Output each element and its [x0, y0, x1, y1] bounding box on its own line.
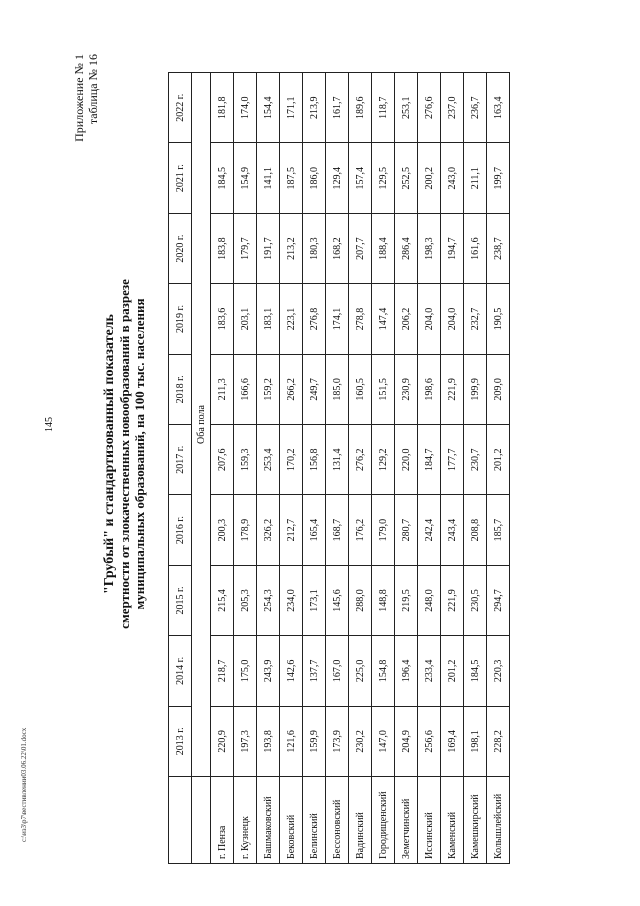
table-row	[349, 73, 372, 864]
district-name: Башмаковский	[257, 777, 280, 864]
value-cell: 184,5	[464, 636, 487, 706]
value-cell: 242,4	[418, 495, 441, 565]
value-cell: 183,1	[257, 284, 280, 354]
appendix-label	[72, 54, 100, 142]
value-cell: 206,2	[395, 284, 418, 354]
value-cell: 189,6	[349, 73, 372, 143]
value-cell: 198,1	[464, 706, 487, 776]
table-row	[234, 73, 257, 864]
value-cell: 230,7	[464, 425, 487, 495]
value-cell: 129,2	[372, 425, 395, 495]
sex-group-label: Оба пола	[192, 73, 211, 777]
value-cell: 207,6	[211, 425, 234, 495]
value-cell: 234,0	[280, 565, 303, 635]
district-name: Белинский	[303, 777, 326, 864]
value-cell: 288,0	[349, 565, 372, 635]
value-cell: 278,8	[349, 284, 372, 354]
page-number: 145	[44, 417, 55, 432]
mortality-table-container	[168, 72, 510, 864]
table-row	[326, 73, 349, 864]
value-cell: 175,0	[234, 636, 257, 706]
value-cell: 213,9	[303, 73, 326, 143]
value-cell: 142,6	[280, 636, 303, 706]
value-cell: 221,9	[441, 354, 464, 424]
value-cell: 148,8	[372, 565, 395, 635]
district-name: г. Кузнецк	[234, 777, 257, 864]
file-path-footer: c:\из3\р7\вестивлении03.06.22\01.docx	[20, 727, 28, 842]
value-cell: 253,1	[395, 73, 418, 143]
table-row	[211, 73, 234, 864]
value-cell: 131,4	[326, 425, 349, 495]
value-cell: 237,0	[441, 73, 464, 143]
value-cell: 228,2	[487, 706, 510, 776]
value-cell: 280,7	[395, 495, 418, 565]
value-cell: 159,9	[303, 706, 326, 776]
value-cell: 208,8	[464, 495, 487, 565]
value-cell: 190,5	[487, 284, 510, 354]
value-cell: 193,8	[257, 706, 280, 776]
value-cell: 129,4	[326, 143, 349, 213]
value-cell: 212,7	[280, 495, 303, 565]
value-cell: 199,9	[464, 354, 487, 424]
value-cell: 147,4	[372, 284, 395, 354]
year-header: 2021 г.	[169, 143, 192, 213]
value-cell: 211,3	[211, 354, 234, 424]
value-cell: 201,2	[441, 636, 464, 706]
sex-group-empty-cell	[192, 777, 211, 864]
value-cell: 286,4	[395, 213, 418, 283]
value-cell: 209,0	[487, 354, 510, 424]
value-cell: 233,4	[418, 636, 441, 706]
value-cell: 230,2	[349, 706, 372, 776]
mortality-table	[168, 72, 510, 864]
value-cell: 256,6	[418, 706, 441, 776]
value-cell: 185,7	[487, 495, 510, 565]
title-line-2: смертности от злокачественных новообразований в разрезе	[117, 279, 132, 629]
value-cell: 121,6	[280, 706, 303, 776]
value-cell: 169,4	[441, 706, 464, 776]
value-cell: 154,4	[257, 73, 280, 143]
district-name: Бековский	[280, 777, 303, 864]
value-cell: 178,9	[234, 495, 257, 565]
year-header: 2016 г.	[169, 495, 192, 565]
value-cell: 179,0	[372, 495, 395, 565]
table-row	[372, 73, 395, 864]
value-cell: 174,1	[326, 284, 349, 354]
district-name: г. Пенза	[211, 777, 234, 864]
value-cell: 181,8	[211, 73, 234, 143]
value-cell: 232,7	[464, 284, 487, 354]
district-name: Вадинский	[349, 777, 372, 864]
district-name: Городищенский	[372, 777, 395, 864]
value-cell: 204,0	[441, 284, 464, 354]
value-cell: 160,5	[349, 354, 372, 424]
value-cell: 249,7	[303, 354, 326, 424]
value-cell: 165,4	[303, 495, 326, 565]
value-cell: 187,5	[280, 143, 303, 213]
value-cell: 230,5	[464, 565, 487, 635]
value-cell: 252,5	[395, 143, 418, 213]
table-row	[257, 73, 280, 864]
value-cell: 177,7	[441, 425, 464, 495]
value-cell: 204,0	[418, 284, 441, 354]
value-cell: 151,5	[372, 354, 395, 424]
title-line-1: "Грубый" и стандартизованный показатель	[102, 314, 117, 594]
year-header: 2013 г.	[169, 706, 192, 776]
table-row	[395, 73, 418, 864]
value-cell: 118,7	[372, 73, 395, 143]
value-cell: 236,7	[464, 73, 487, 143]
value-cell: 194,7	[441, 213, 464, 283]
value-cell: 326,2	[257, 495, 280, 565]
district-name: Каменский	[441, 777, 464, 864]
district-name: Камешкирский	[464, 777, 487, 864]
value-cell: 215,4	[211, 565, 234, 635]
value-cell: 163,4	[487, 73, 510, 143]
district-header	[169, 777, 192, 864]
value-cell: 198,6	[418, 354, 441, 424]
table-row	[441, 73, 464, 864]
year-header: 2017 г.	[169, 425, 192, 495]
value-cell: 168,7	[326, 495, 349, 565]
value-cell: 219,5	[395, 565, 418, 635]
value-cell: 213,2	[280, 213, 303, 283]
year-header: 2018 г.	[169, 354, 192, 424]
year-header: 2022 г.	[169, 73, 192, 143]
value-cell: 141,1	[257, 143, 280, 213]
value-cell: 198,3	[418, 213, 441, 283]
year-header: 2015 г.	[169, 565, 192, 635]
value-cell: 220,0	[395, 425, 418, 495]
header-row	[169, 73, 192, 864]
value-cell: 171,1	[280, 73, 303, 143]
value-cell: 129,5	[372, 143, 395, 213]
table-row	[464, 73, 487, 864]
value-cell: 220,9	[211, 706, 234, 776]
value-cell: 221,9	[441, 565, 464, 635]
value-cell: 201,2	[487, 425, 510, 495]
value-cell: 254,3	[257, 565, 280, 635]
value-cell: 161,7	[326, 73, 349, 143]
value-cell: 157,4	[349, 143, 372, 213]
value-cell: 184,5	[211, 143, 234, 213]
appendix-number: Приложение № 1	[72, 54, 86, 142]
value-cell: 276,2	[349, 425, 372, 495]
value-cell: 248,0	[418, 565, 441, 635]
value-cell: 154,8	[372, 636, 395, 706]
value-cell: 200,3	[211, 495, 234, 565]
value-cell: 243,4	[441, 495, 464, 565]
value-cell: 276,8	[303, 284, 326, 354]
value-cell: 183,6	[211, 284, 234, 354]
value-cell: 167,0	[326, 636, 349, 706]
value-cell: 184,7	[418, 425, 441, 495]
value-cell: 238,7	[487, 213, 510, 283]
value-cell: 161,6	[464, 213, 487, 283]
value-cell: 183,8	[211, 213, 234, 283]
year-header: 2014 г.	[169, 636, 192, 706]
value-cell: 188,4	[372, 213, 395, 283]
value-cell: 156,8	[303, 425, 326, 495]
value-cell: 170,2	[280, 425, 303, 495]
value-cell: 204,9	[395, 706, 418, 776]
value-cell: 159,2	[257, 354, 280, 424]
district-name: Бессоновский	[326, 777, 349, 864]
table-row	[303, 73, 326, 864]
value-cell: 207,7	[349, 213, 372, 283]
value-cell: 159,3	[234, 425, 257, 495]
table-title	[102, 44, 147, 864]
value-cell: 294,7	[487, 565, 510, 635]
value-cell: 243,0	[441, 143, 464, 213]
value-cell: 253,4	[257, 425, 280, 495]
value-cell: 173,9	[326, 706, 349, 776]
value-cell: 180,3	[303, 213, 326, 283]
value-cell: 205,3	[234, 565, 257, 635]
value-cell: 200,2	[418, 143, 441, 213]
title-line-3: муниципальных образований, на 100 тыс. населения	[132, 298, 147, 610]
value-cell: 276,6	[418, 73, 441, 143]
year-header: 2019 г.	[169, 284, 192, 354]
value-cell: 179,7	[234, 213, 257, 283]
value-cell: 137,7	[303, 636, 326, 706]
value-cell: 185,0	[326, 354, 349, 424]
value-cell: 176,2	[349, 495, 372, 565]
value-cell: 191,7	[257, 213, 280, 283]
value-cell: 145,6	[326, 565, 349, 635]
district-name: Земетчинский	[395, 777, 418, 864]
value-cell: 199,7	[487, 143, 510, 213]
value-cell: 147,0	[372, 706, 395, 776]
value-cell: 197,3	[234, 706, 257, 776]
district-name: Колышлейский	[487, 777, 510, 864]
value-cell: 225,0	[349, 636, 372, 706]
value-cell: 220,3	[487, 636, 510, 706]
value-cell: 243,9	[257, 636, 280, 706]
rotated-content	[72, 44, 592, 864]
value-cell: 196,4	[395, 636, 418, 706]
value-cell: 266,2	[280, 354, 303, 424]
table-row	[280, 73, 303, 864]
value-cell: 168,2	[326, 213, 349, 283]
table-row	[487, 73, 510, 864]
table-row	[418, 73, 441, 864]
value-cell: 154,9	[234, 143, 257, 213]
value-cell: 218,7	[211, 636, 234, 706]
value-cell: 203,1	[234, 284, 257, 354]
value-cell: 173,1	[303, 565, 326, 635]
value-cell: 223,1	[280, 284, 303, 354]
value-cell: 230,9	[395, 354, 418, 424]
value-cell: 166,6	[234, 354, 257, 424]
year-header: 2020 г.	[169, 213, 192, 283]
value-cell: 186,0	[303, 143, 326, 213]
sex-group-row	[192, 73, 211, 864]
district-name: Иссинский	[418, 777, 441, 864]
table-number: таблица № 16	[86, 54, 100, 125]
value-cell: 174,0	[234, 73, 257, 143]
value-cell: 211,1	[464, 143, 487, 213]
